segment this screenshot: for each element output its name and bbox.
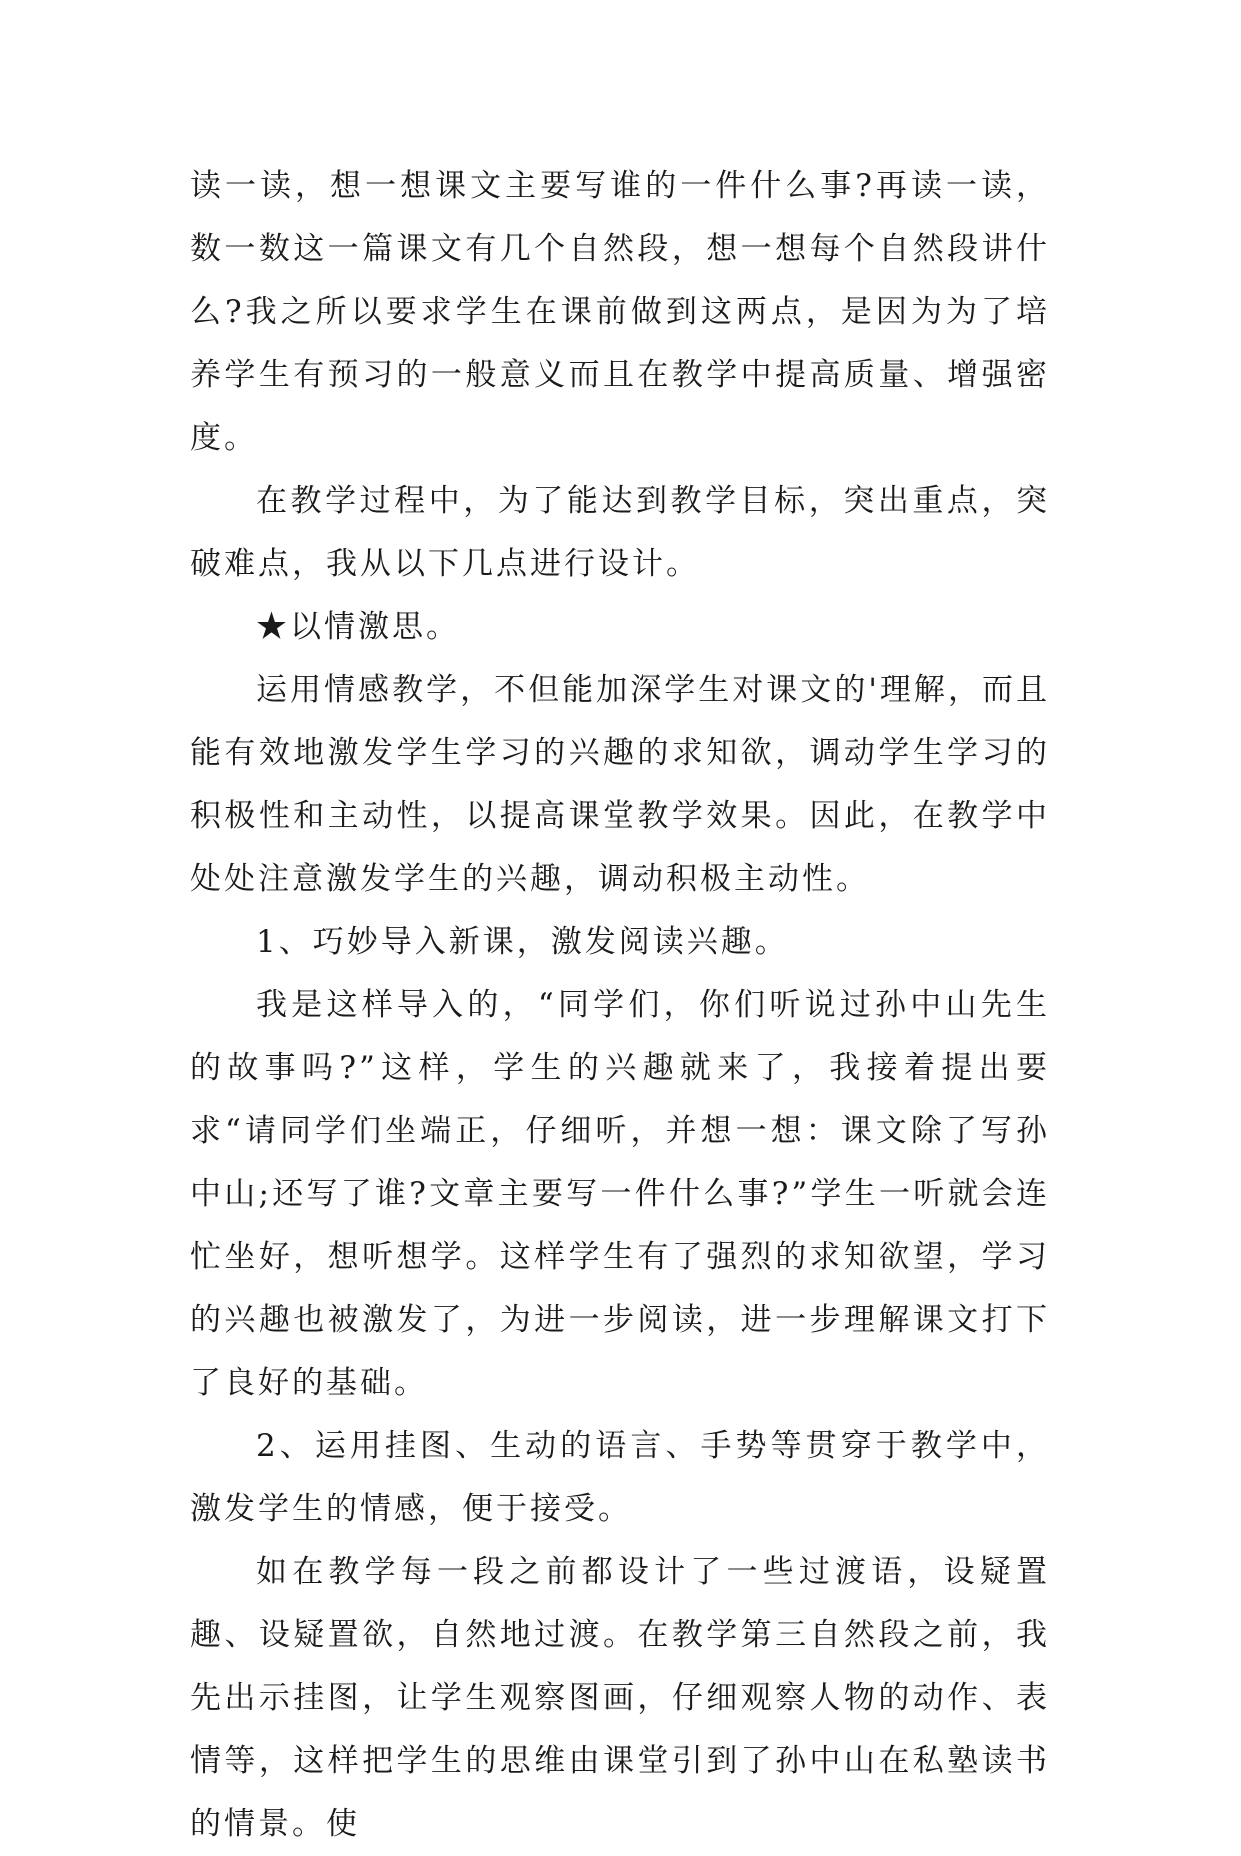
paragraph-5-subheading: 1、巧妙导入新课，激发阅读兴趣。 [256,924,789,960]
document-body [190,155,1050,1856]
paragraph-3-heading: ★以情激思。 [256,609,460,645]
paragraph-1: 读一读，想一想课文主要写谁的一件什么事?再读一读，数一数这一篇课文有几个自然段，想一想每个自然段讲什么?我之所以要求学生在课前做到这两点，是因为为了培养学生有预习的一般意义而且在教学中提高质量、增强密度。 [190,168,1050,456]
paragraph-2: 在教学过程中，为了能达到教学目标，突出重点，突破难点，我从以下几点进行设计。 [190,483,1050,582]
paragraph-4: 运用情感教学，不但能加深学生对课文的'理解，而且能有效地激发学生学习的兴趣的求知欲，调动学生学习的积极性和主动性，以提高课堂教学效果。因此，在教学中处处注意激发学生的兴趣，调动积极主动性。 [190,672,1050,897]
paragraph-7-subheading: 2、运用挂图、生动的语言、手势等贯穿于教学中，激发学生的情感，便于接受。 [190,1428,1050,1527]
paragraph-6: 我是这样导入的，“同学们，你们听说过孙中山先生的故事吗?”这样，学生的兴趣就来了，我接着提出要求“请同学们坐端正，仔细听，并想一想：课文除了写孙中山;还写了谁?文章主要写一件什么事?”学生一听就会连忙坐好，想听想学。这样学生有了强烈的求知欲望，学习的兴趣也被激发了，为进一步阅读，进一步理解课文打下了良好的基础。 [190,987,1050,1401]
paragraph-8: 如在教学每一段之前都设计了一些过渡语，设疑置趣、设疑置欲，自然地过渡。在教学第三自然段之前，我先出示挂图，让学生观察图画，仔细观察人物的动作、表情等，这样把学生的思维由课堂引到了孙中山在私塾读书的情景。使 [190,1554,1050,1842]
